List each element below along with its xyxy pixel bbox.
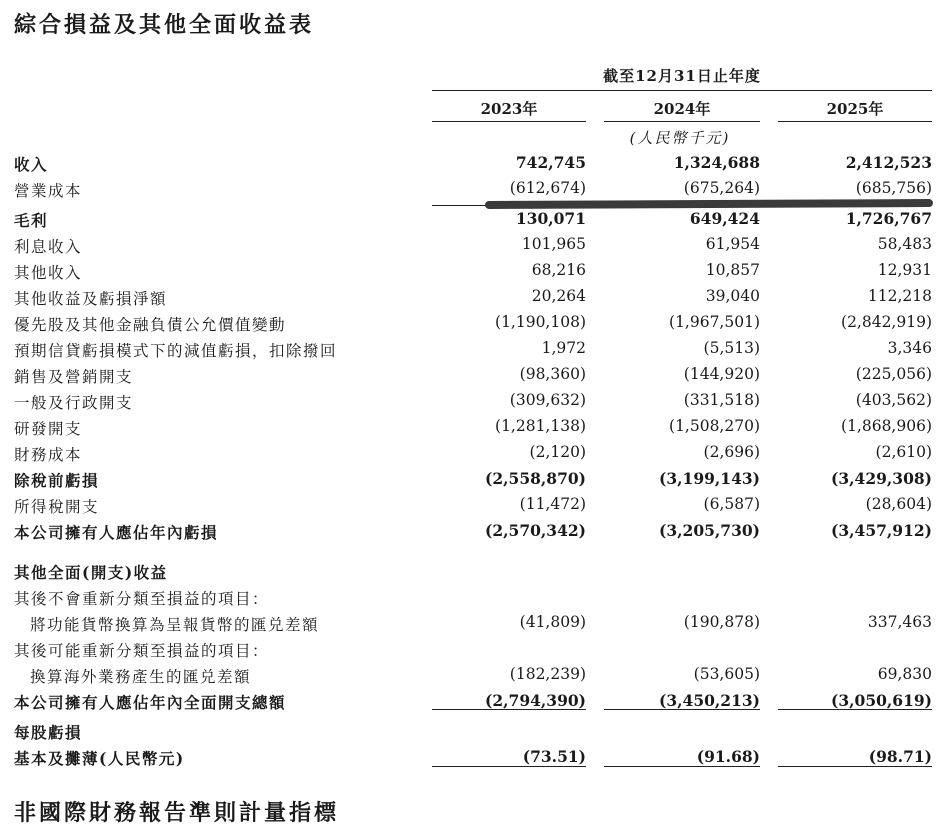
value-cell-2025: (403,562) <box>855 391 932 409</box>
value-cell-2025: (3,429,308) <box>831 469 932 488</box>
table-row <box>0 261 948 285</box>
row-label: 其他收入 <box>14 264 83 282</box>
marker-stroke <box>485 199 933 209</box>
table-row <box>0 365 948 389</box>
row-label: 其後可能重新分類至損益的項目： <box>14 642 270 660</box>
value-cell-2024: 61,954 <box>705 235 760 253</box>
row-label: 其他全面(開支)收益 <box>14 563 168 582</box>
value-cell-2023: (182,239) <box>509 665 586 683</box>
row-label: 研發開支 <box>14 420 83 438</box>
table-row <box>0 665 948 689</box>
value-cell-2024: (5,513) <box>703 339 760 357</box>
section-title-non-ifrs: 非國際財務報告準則計量指標 <box>14 800 340 826</box>
value-cell-2024: (144,920) <box>683 365 760 383</box>
value-cell-2024: 10,857 <box>705 261 760 279</box>
value-cell-2023: (2,570,342) <box>485 521 586 540</box>
row-label: 利息收入 <box>14 238 83 256</box>
year-header-2023: 2023年 <box>480 100 538 118</box>
value-cell-2023: (1,190,108) <box>495 313 586 331</box>
value-cell-2023: (73.51) <box>522 747 586 766</box>
value-cell-2025: (2,610) <box>875 443 932 461</box>
value-cell-2024: (3,199,143) <box>659 469 760 488</box>
year-header-2025: 2025年 <box>826 100 884 118</box>
value-cell-2023: 1,972 <box>541 339 586 357</box>
value-cell-2025: (225,056) <box>855 365 932 383</box>
row-label: 本公司擁有人應佔年內全面開支總額 <box>14 693 287 712</box>
value-cell-2025: (3,050,619) <box>831 691 932 710</box>
row-label: 毛利 <box>14 211 49 230</box>
row-label: 所得稅開支 <box>14 498 100 516</box>
value-cell-2023: 68,216 <box>531 261 586 279</box>
value-cell-2025: (685,756) <box>855 179 932 197</box>
value-cell-2024: (2,696) <box>703 443 760 461</box>
value-cell-2024: 649,424 <box>689 209 760 228</box>
value-cell-2023: (612,674) <box>509 179 586 197</box>
value-cell-2023: (41,809) <box>519 613 586 631</box>
value-cell-2024: 39,040 <box>705 287 760 305</box>
row-label: 銷售及營銷開支 <box>14 368 134 386</box>
table-row <box>0 721 948 745</box>
value-cell-2024: (331,518) <box>683 391 760 409</box>
row-label: 基本及攤薄(人民幣元) <box>14 749 185 768</box>
row-label: 優先股及其他金融負債公允價值變動 <box>14 316 287 334</box>
value-cell-2024: (6,587) <box>703 495 760 513</box>
table-row <box>0 313 948 337</box>
row-label: 除稅前虧損 <box>14 471 100 490</box>
value-cell-2025: 2,412,523 <box>845 153 932 172</box>
value-cell-2025: (2,842,919) <box>841 313 932 331</box>
value-cell-2024: (3,450,213) <box>659 691 760 710</box>
rule-eps-2024 <box>604 766 760 767</box>
unit-label: (人民幣千元) <box>629 129 731 147</box>
row-label: 本公司擁有人應佔年內虧損 <box>14 523 219 542</box>
value-cell-2025: (1,868,906) <box>841 417 932 435</box>
year-underline-2025 <box>778 121 932 122</box>
value-cell-2023: 742,745 <box>515 153 586 172</box>
table-row <box>0 521 948 545</box>
rule-total-2025 <box>778 709 932 710</box>
value-cell-2025: 12,931 <box>877 261 932 279</box>
value-cell-2024: (1,508,270) <box>669 417 760 435</box>
value-cell-2025: (3,457,912) <box>831 521 932 540</box>
value-cell-2023: (2,120) <box>529 443 586 461</box>
value-cell-2024: (675,264) <box>683 179 760 197</box>
value-cell-2024: (190,878) <box>683 613 760 631</box>
value-cell-2023: (2,558,870) <box>485 469 586 488</box>
table-row <box>0 209 948 233</box>
value-cell-2024: (91.68) <box>696 747 760 766</box>
rule-eps-2023 <box>432 766 586 767</box>
page-title: 綜合損益及其他全面收益表 <box>14 12 315 38</box>
value-cell-2023: (98,360) <box>519 365 586 383</box>
value-cell-2025: 69,830 <box>877 665 932 683</box>
table-row <box>0 639 948 663</box>
table-row <box>0 153 948 177</box>
table-row <box>0 235 948 259</box>
value-cell-2025: 112,218 <box>867 287 932 305</box>
value-cell-2025: 58,483 <box>877 235 932 253</box>
rule-eps-2025 <box>778 766 932 767</box>
table-row <box>0 287 948 311</box>
value-cell-2025: (98.71) <box>868 747 932 766</box>
row-label: 換算海外業務產生的匯兑差額 <box>30 668 252 686</box>
value-cell-2025: 337,463 <box>867 613 932 631</box>
row-label: 一般及行政開支 <box>14 394 134 412</box>
value-cell-2023: (2,794,390) <box>485 691 586 710</box>
value-cell-2023: 101,965 <box>521 235 586 253</box>
table-row <box>0 443 948 467</box>
year-underline-2023 <box>432 121 586 122</box>
value-cell-2025: 3,346 <box>887 339 932 357</box>
row-label: 財務成本 <box>14 446 83 464</box>
period-underline <box>432 90 932 91</box>
row-label: 其他收益及虧損淨額 <box>14 290 168 308</box>
year-underline-2024 <box>604 121 760 122</box>
row-label: 將功能貨幣換算為呈報貨幣的匯兑差額 <box>30 616 320 634</box>
year-header-2024: 2024年 <box>653 100 711 118</box>
value-cell-2024: (53,605) <box>693 665 760 683</box>
row-label: 其後不會重新分類至損益的項目： <box>14 590 270 608</box>
period-header: 截至12月31日止年度 <box>603 67 761 85</box>
row-label: 收入 <box>14 155 49 174</box>
table-row <box>0 587 948 611</box>
value-cell-2023: (11,472) <box>519 495 586 513</box>
value-cell-2023: 130,071 <box>515 209 586 228</box>
value-cell-2023: 20,264 <box>531 287 586 305</box>
value-cell-2024: (3,205,730) <box>659 521 760 540</box>
value-cell-2024: (1,967,501) <box>669 313 760 331</box>
value-cell-2023: (1,281,138) <box>495 417 586 435</box>
rule-total-2024 <box>604 709 760 710</box>
value-cell-2025: (28,604) <box>865 495 932 513</box>
rule-total-2023 <box>432 709 586 710</box>
table-row <box>0 613 948 637</box>
table-row <box>0 339 948 363</box>
row-label: 預期信貸虧損模式下的減值虧損，扣除撥回 <box>14 342 338 360</box>
table-row <box>0 561 948 585</box>
table-row <box>0 469 948 493</box>
table-row <box>0 495 948 519</box>
row-label: 營業成本 <box>14 182 83 200</box>
table-row <box>0 691 948 715</box>
table-row <box>0 391 948 415</box>
table-row <box>0 417 948 441</box>
value-cell-2024: 1,324,688 <box>673 153 760 172</box>
table-row <box>0 747 948 771</box>
value-cell-2023: (309,632) <box>509 391 586 409</box>
row-label: 每股虧損 <box>14 723 83 742</box>
value-cell-2025: 1,726,767 <box>845 209 932 228</box>
